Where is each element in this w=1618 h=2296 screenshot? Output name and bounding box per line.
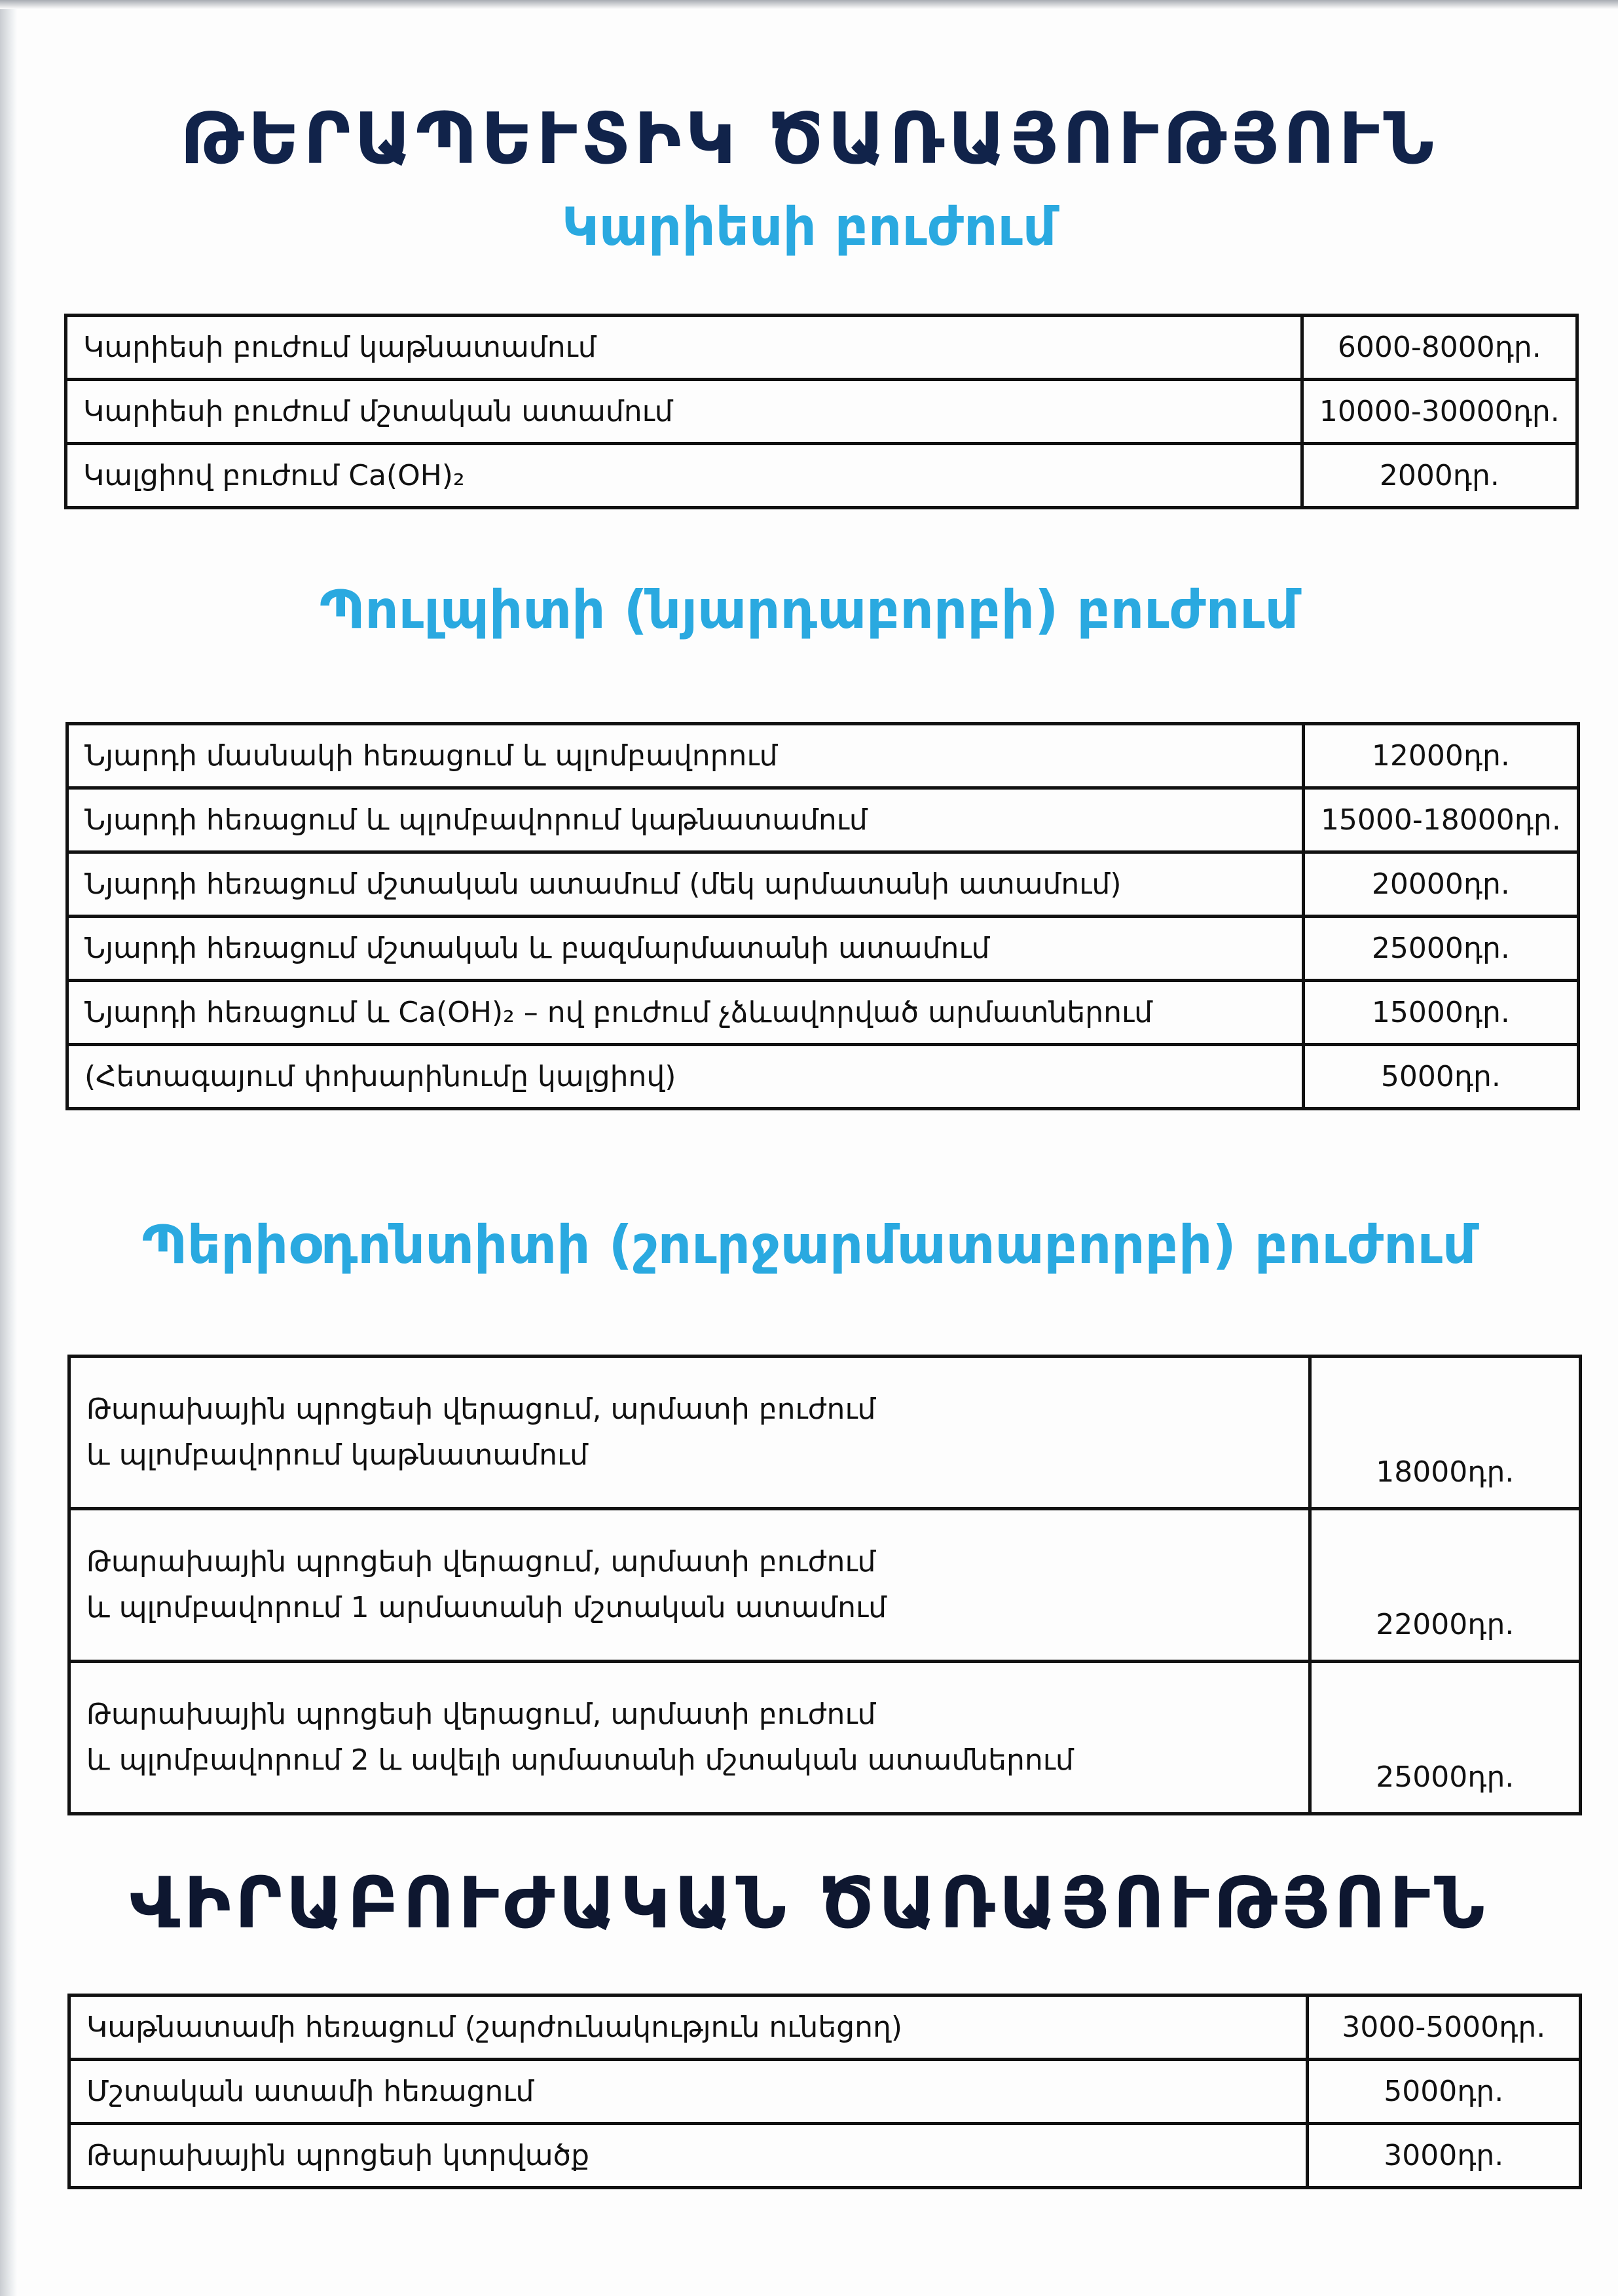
service-name: Կաթնատամի հեռացում (շարժունակություն ունեցող) [69, 1995, 1308, 2060]
table-row [67, 788, 1579, 852]
service-name: (Հետագայում փոխարինումը կալցիով) [67, 1045, 1304, 1109]
table-row [66, 316, 1577, 380]
scan-edge-top [0, 0, 1618, 9]
service-name-line: և պլոմբավորում կաթնատամում [86, 1438, 589, 1472]
pulpitis-price-table [65, 722, 1580, 1110]
service-name: Թարախային պրոցեսի կտրվածք [69, 2124, 1308, 2188]
service-price: 22000դր. [1310, 1509, 1580, 1662]
table-row [67, 981, 1579, 1045]
periodontitis-section-title: Պերիօդոնտիտի (շուրջարմատաբորբի) բուժում [141, 1214, 1477, 1275]
periodontitis-price-table [67, 1355, 1582, 1815]
service-name: Նյարդի հեռացում մշտական և բազմարմատանի ատամում [67, 917, 1304, 981]
service-name-line: Թարախային պրոցեսի վերացում, արմատի բուժում [86, 1545, 876, 1578]
table-row [67, 917, 1579, 981]
service-name [69, 1509, 1310, 1662]
surgical-title: ՎԻՐԱԲՈՒԺԱԿԱՆ ԾԱՌԱՅՈՒԹՅՈՒՆ [129, 1863, 1489, 1944]
table-row [67, 724, 1579, 788]
service-name: Նյարդի մասնակի հեռացում և պլոմբավորում [67, 724, 1304, 788]
caries-section-title: Կարիեսի բուժում [561, 196, 1057, 257]
table-row [67, 852, 1579, 917]
table-row [69, 1357, 1581, 1509]
service-price: 2000դր. [1302, 444, 1577, 508]
service-price: 25000դր. [1303, 917, 1578, 981]
service-price: 25000դր. [1310, 1662, 1580, 1814]
service-name: Կարիեսի բուժում կաթնատամում [66, 316, 1302, 380]
service-name [69, 1662, 1310, 1814]
service-price: 15000դր. [1303, 981, 1578, 1045]
service-name: Կարիեսի բուժում մշտական ատամում [66, 380, 1302, 444]
service-name: Նյարդի հեռացում մշտական ատամում (մեկ արմատանի ատամում) [67, 852, 1304, 917]
service-price: 18000դր. [1310, 1357, 1580, 1509]
caries-price-table [64, 314, 1579, 509]
service-name [69, 1357, 1310, 1509]
service-price: 3000-5000դր. [1307, 1995, 1580, 2060]
service-name: Մշտական ատամի հեռացում [69, 2060, 1308, 2124]
therapeutic-title: ԹԵՐԱՊԵՒՏԻԿ ԾԱՌԱՅՈՒԹՅՈՒՆ [180, 98, 1438, 180]
service-name: Նյարդի հեռացում և Ca(OH)₂ – ով բուժում չձևավորված արմատներում [67, 981, 1304, 1045]
table-row [69, 2124, 1581, 2188]
service-price: 15000-18000դր. [1303, 788, 1578, 852]
table-row [69, 1995, 1581, 2060]
service-name-line: Թարախային պրոցեսի վերացում, արմատի բուժում [86, 1698, 876, 1731]
pulpitis-section-title: Պուլպիտի (նյարդաբորբի) բուժում [320, 579, 1298, 640]
service-price: 6000-8000դր. [1302, 316, 1577, 380]
table-row [66, 444, 1577, 508]
table-row [69, 1662, 1581, 1814]
table-row [69, 1509, 1581, 1662]
service-name: Կալցիով բուժում Ca(OH)₂ [66, 444, 1302, 508]
service-name-line: և պլոմբավորում 2 և ավելի արմատանի մշտական ատամներում [86, 1743, 1074, 1777]
service-price: 20000դր. [1303, 852, 1578, 917]
service-name-line: և պլոմբավորում 1 արմատանի մշտական ատամում [86, 1591, 887, 1624]
surgical-price-table [67, 1994, 1582, 2189]
service-price: 5000դր. [1307, 2060, 1580, 2124]
scan-edge-left [0, 0, 17, 2296]
service-price: 12000դր. [1303, 724, 1578, 788]
service-price: 5000դր. [1303, 1045, 1578, 1109]
service-name-line: Թարախային պրոցեսի վերացում, արմատի բուժում [86, 1393, 876, 1426]
table-row [69, 2060, 1581, 2124]
service-price: 3000դր. [1307, 2124, 1580, 2188]
table-row [67, 1045, 1579, 1109]
table-row [66, 380, 1577, 444]
service-name: Նյարդի հեռացում և պլոմբավորում կաթնատամում [67, 788, 1304, 852]
service-price: 10000-30000դր. [1302, 380, 1577, 444]
